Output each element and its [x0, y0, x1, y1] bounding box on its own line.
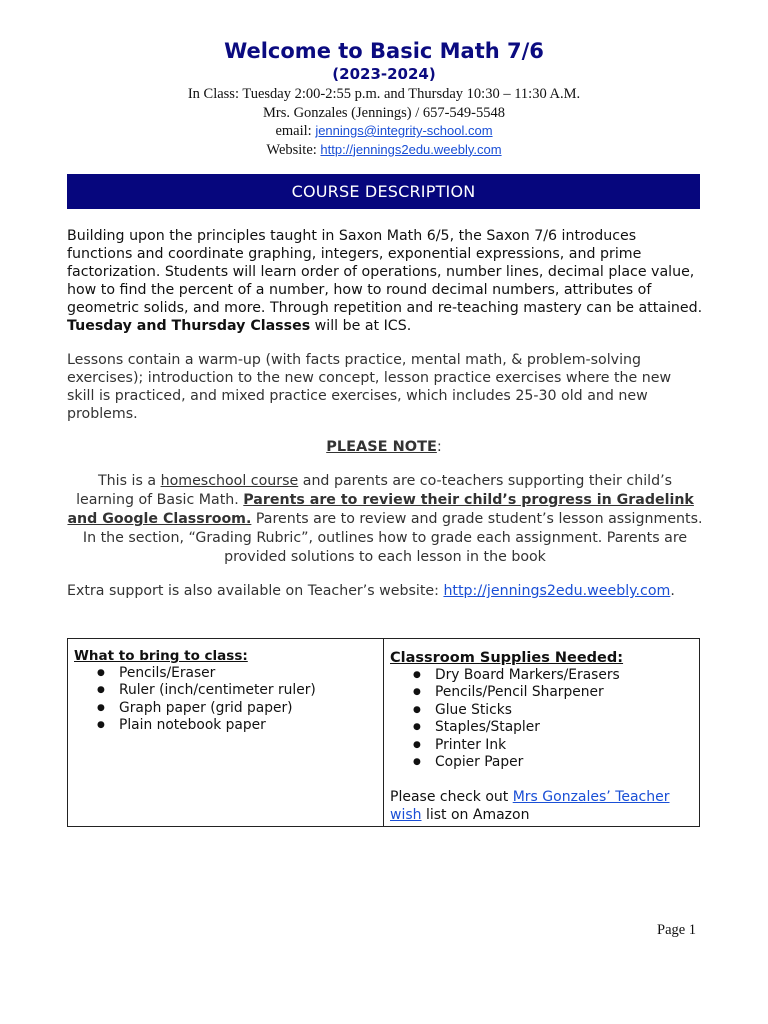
homeschool-course-text: homeschool course	[160, 473, 299, 489]
list-item: ● Glue Sticks	[435, 702, 693, 719]
classroom-supplies-heading: Classroom Supplies Needed:	[390, 650, 624, 666]
list-item: ● Pencils/Eraser	[119, 665, 377, 682]
classroom-supplies-cell	[384, 639, 699, 826]
wish-list-line	[390, 788, 693, 824]
note-text-5: Parents are to review and grade student’s lesson assignments. In the section, “Grading Rubric”, outlines how to grade each assignment. Parents are provided solutions to each lesson in the book	[82, 511, 703, 565]
list-item: ● Dry Board Markers/Erasers	[435, 667, 693, 684]
please-note-heading	[0, 438, 768, 456]
teacher-contact: Mrs. Gonzales (Jennings) / 657-549-5548	[262, 104, 506, 121]
class-days-bold: Tuesday and Thursday Classes	[67, 318, 311, 334]
list-item: ● Pencils/Pencil Sharpener	[435, 684, 693, 701]
list-item: ● Printer Ink	[435, 737, 693, 754]
please-note-colon: :	[436, 439, 442, 455]
extra-support-line	[67, 582, 707, 600]
description-paragraph-2: Lessons contain a warm-up (with facts practice, mental math, & problem-solving exercises); introduction to the new concept, lesson practice exercises where the new skill is practiced, and mixed practice exercises, which includes 25-30 old and new problems.	[67, 352, 672, 422]
note-text-3: and parents are co-teachers supporting their child’s learning of Basic Math.	[76, 473, 672, 508]
website-line	[0, 141, 768, 160]
list-item: ● Staples/Stapler	[435, 719, 693, 736]
list-item: ● Ruler (inch/centimeter ruler)	[119, 682, 377, 699]
list-item: ● Plain notebook paper	[119, 717, 377, 734]
class-schedule: In Class: Tuesday 2:00-2:55 p.m. and Thursday 10:30 – 11:30 A.M.	[187, 86, 581, 102]
description-end: will be at ICS.	[310, 318, 412, 334]
website-label: Website:	[266, 141, 321, 158]
teacher-website-link[interactable]: http://jennings2edu.weebly.com	[443, 583, 671, 599]
extra-support-end: .	[670, 583, 675, 599]
parents-review-bold: Parents are to review their child’s progress in Gradelink and Google Classroom.	[67, 492, 694, 527]
course-description-banner: COURSE DESCRIPTION	[67, 174, 700, 209]
supplies-list	[390, 667, 693, 771]
email-link[interactable]: jennings@integrity-school.com	[315, 123, 493, 138]
extra-support-text: Extra support is also available on Teacher’s website:	[67, 583, 444, 599]
document-header	[0, 38, 768, 159]
list-item: ● Graph paper (grid paper)	[119, 700, 377, 717]
page-number: Page 1	[657, 922, 697, 938]
page-title: Welcome to Basic Math 7/6	[224, 39, 544, 63]
bring-to-class-cell	[68, 639, 384, 826]
wish-post-text: list on Amazon	[421, 807, 530, 824]
list-item: ● Copier Paper	[435, 754, 693, 771]
email-label: email:	[275, 123, 316, 139]
wish-list-link[interactable]: Mrs Gonzales’ Teacher wish	[390, 789, 670, 824]
school-year: (2023-2024)	[332, 65, 436, 83]
supplies-table	[67, 638, 700, 827]
website-link[interactable]: http://jennings2edu.weebly.com	[320, 141, 502, 157]
note-text-1: This is a	[98, 473, 161, 489]
bring-list	[74, 665, 377, 735]
email-line	[0, 122, 768, 141]
description-text: Building upon the principles taught in Saxon Math 6/5, the Saxon 7/6 introduces functions and coordinate graphing, integers, exponential expressions, and prime factorization. Students will learn order of operations, number lines, decimal place value, how to find the percent of a number, how to round decimal numbers, attributes of geometric solids, and more. Through repetition and re-teaching mastery can be attained.	[67, 228, 703, 316]
please-note-label: PLEASE NOTE	[326, 439, 437, 455]
description-paragraph-1	[67, 227, 703, 335]
please-note-body	[67, 472, 703, 567]
bring-to-class-heading: What to bring to class:	[74, 648, 248, 664]
wish-pre-text: Please check out	[390, 789, 513, 806]
